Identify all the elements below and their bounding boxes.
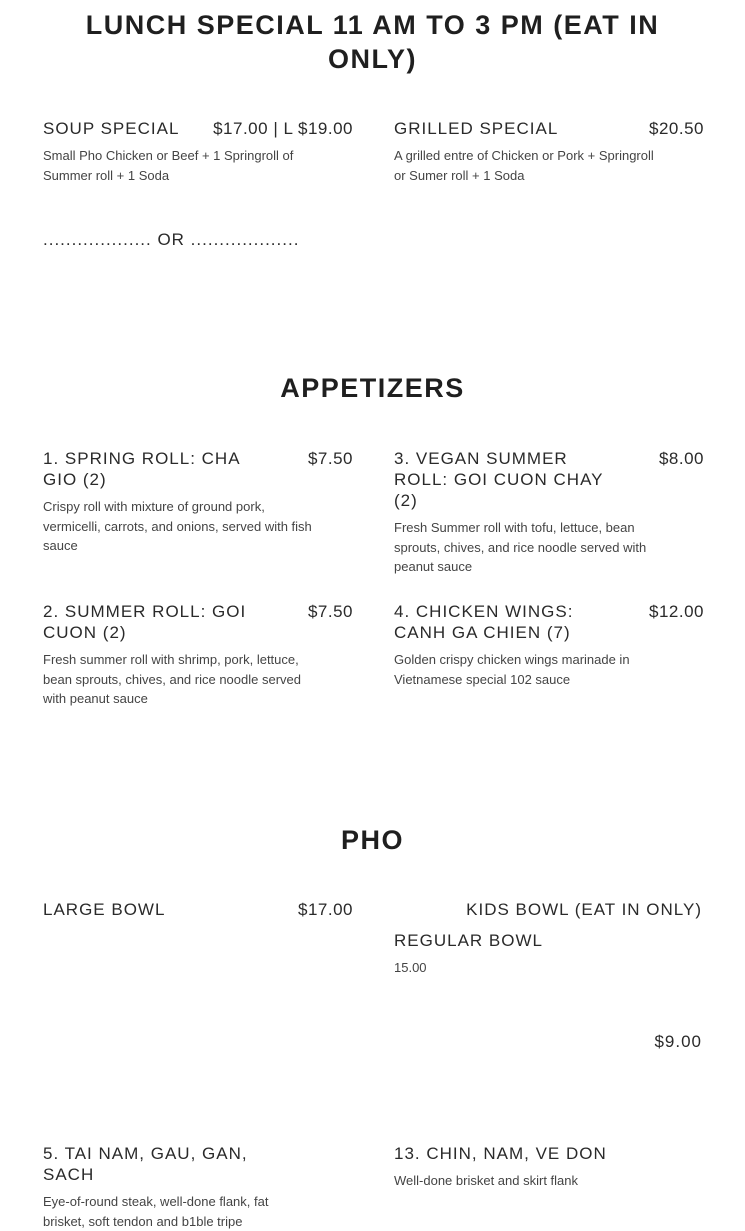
- menu-item-vegan-summer-roll: [394, 448, 704, 577]
- item-description: Golden crispy chicken wings marinade in Vietnamese special 102 sauce: [394, 652, 630, 687]
- item-description: Fresh Summer roll with tofu, lettuce, bean sprouts, chives, and rice noodle served with peanut sauce: [394, 520, 647, 574]
- item-header: [43, 448, 353, 490]
- appetizers-title: APPETIZERS: [280, 373, 465, 403]
- item-price: $20.50: [649, 119, 704, 138]
- item-header: [43, 1143, 353, 1185]
- item-price: $7.50: [307, 449, 353, 468]
- item-price: $17.00 | L $19.00: [213, 119, 353, 138]
- kids-bowl-label: KIDS BOWL (EAT IN ONLY): [466, 900, 702, 919]
- item-price: $17.00: [298, 900, 353, 919]
- regular-bowl-label: REGULAR BOWL: [394, 931, 543, 950]
- item-description: A grilled entre of Chicken or Pork + Springroll or Sumer roll + 1 Soda: [394, 148, 654, 183]
- menu-item-soup-special: [43, 118, 353, 185]
- menu-item-chicken-wings: [394, 601, 704, 689]
- pho-title: PHO: [340, 825, 404, 855]
- item-description: Fresh summer roll with shrimp, pork, lettuce, bean sprouts, chives, and rice noodle served with peanut sauce: [43, 652, 301, 706]
- item-header: [43, 118, 353, 139]
- item-price: $8.00: [658, 449, 704, 468]
- menu-item-tai-nam: [43, 1143, 353, 1231]
- item-name: LARGE BOWL: [43, 900, 166, 919]
- menu-item-spring-roll: [43, 448, 353, 556]
- menu-item-summer-roll: [43, 601, 353, 709]
- item-header: [394, 448, 704, 511]
- item-header: [394, 601, 704, 643]
- item-header: [394, 1143, 704, 1164]
- item-description: Well-done brisket and skirt flank: [394, 1173, 579, 1188]
- regular-bowl-note: 15.00: [394, 960, 427, 975]
- item-name: SOUP SPECIAL: [43, 119, 180, 138]
- item-price: $12.00: [649, 602, 704, 621]
- item-header: [43, 899, 353, 920]
- item-name: 3. VEGAN SUMMER ROLL: GOI CUON CHAY (2): [394, 449, 604, 510]
- item-description: Small Pho Chicken or Beef + 1 Springroll of Summer roll + 1 Soda: [43, 148, 294, 183]
- menu-item-chin-nam: [394, 1143, 704, 1191]
- item-name: 13. CHIN, NAM, VE DON: [394, 1144, 607, 1163]
- lunch-special-title: LUNCH SPECIAL 11 AM TO 3 PM (EAT IN ONLY): [85, 10, 660, 74]
- item-name: GRILLED SPECIAL: [394, 119, 559, 138]
- item-description: Crispy roll with mixture of ground pork, vermicelli, carrots, and onions, served with fish sauce: [43, 499, 312, 553]
- or-separator: ................... OR ...................: [43, 230, 300, 249]
- menu-item-grilled-special: [394, 118, 704, 185]
- kids-bowl-price: $9.00: [654, 1032, 702, 1051]
- item-description: Eye-of-round steak, well-done flank, fat brisket, soft tendon and b1ble tripe: [43, 1194, 269, 1229]
- item-header: [43, 601, 353, 643]
- item-name: 4. CHICKEN WINGS: CANH GA CHIEN (7): [394, 602, 574, 642]
- item-header: [394, 118, 704, 139]
- item-name: 1. SPRING ROLL: CHA GIO (2): [43, 449, 240, 489]
- menu-item-large-bowl: [43, 899, 353, 920]
- item-price: $7.50: [307, 602, 353, 621]
- item-name: 2. SUMMER ROLL: GOI CUON (2): [43, 602, 247, 642]
- item-name: 5. TAI NAM, GAU, GAN, SACH: [43, 1144, 248, 1184]
